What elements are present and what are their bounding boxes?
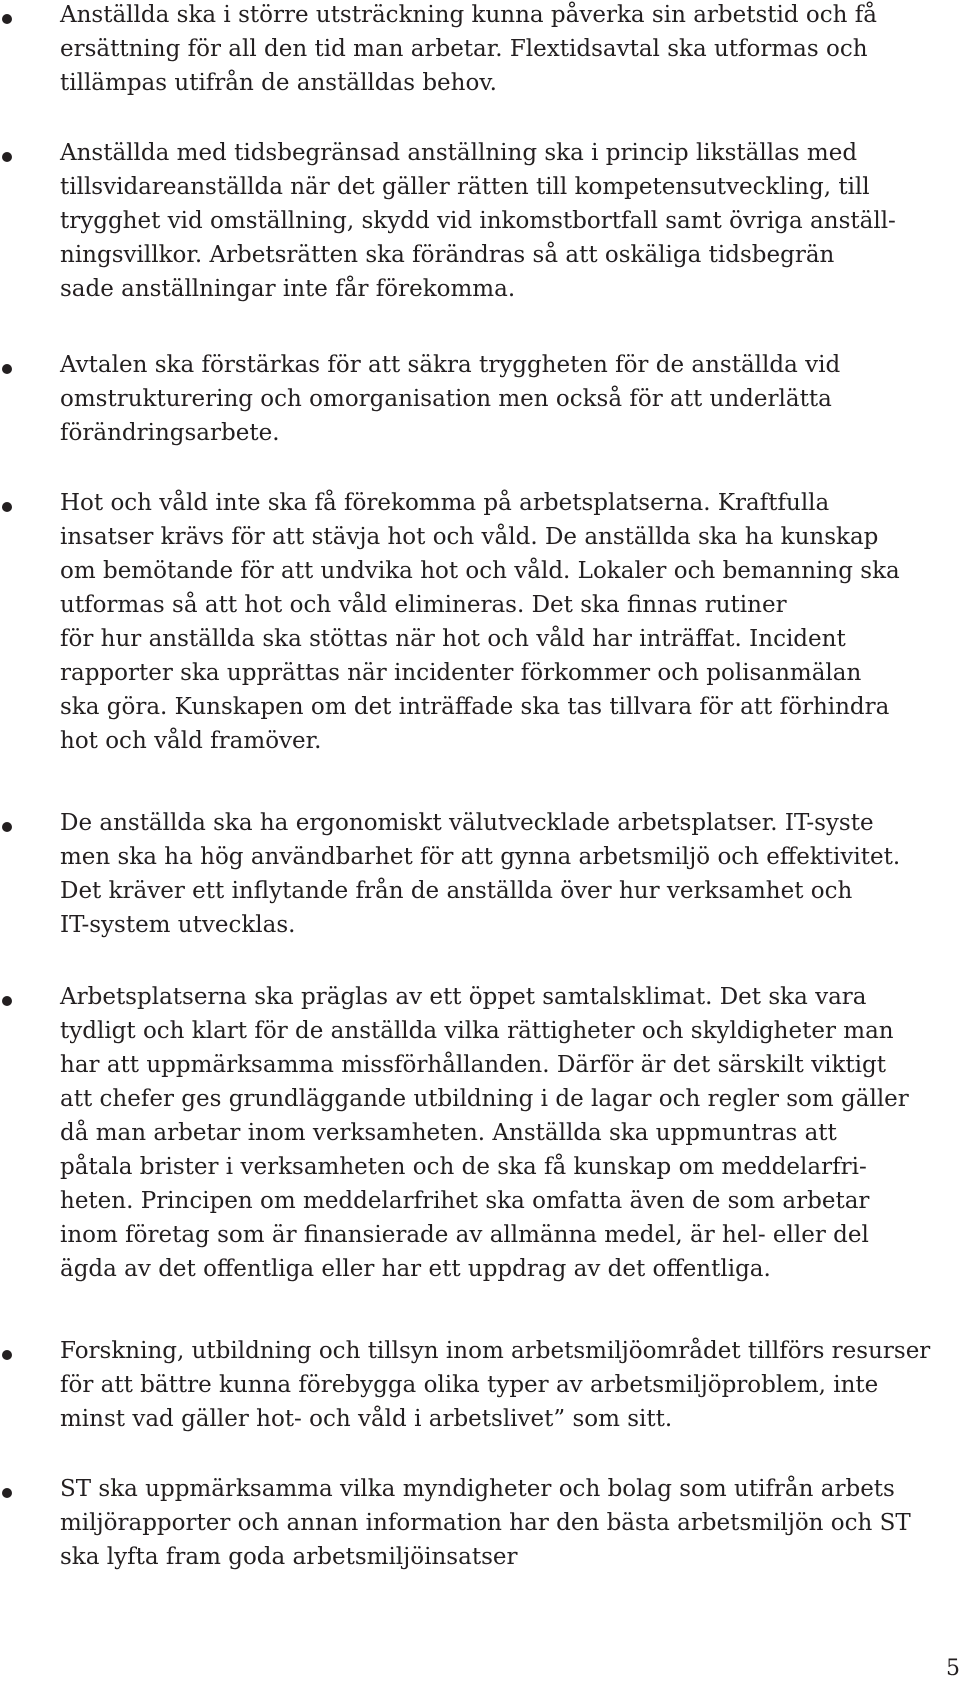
text-line: sade anställningar inte får förekomma. (60, 276, 516, 302)
text-line: ska lyfta fram goda arbetsmiljöinsatser (60, 1544, 518, 1570)
text-line: tydligt och klart för de anställda vilka rättigheter och skyldigheter man (60, 1018, 894, 1044)
bullet-icon (2, 1350, 12, 1360)
bullet-icon (2, 996, 12, 1006)
text-line: insatser krävs för att stävja hot och våld. De anställda ska ha kunskap (60, 524, 879, 550)
text-line: men ska ha hög användbarhet för att gynna arbetsmiljö och effektivitet. (60, 844, 901, 870)
text-line: ska göra. Kunskapen om det inträffade ska tas tillvara för att förhindra (60, 694, 890, 720)
text-line: tillsvidareanställda när det gäller rätten till kompetensutveckling, till (60, 174, 870, 200)
text-line: trygghet vid omställning, skydd vid inkomstbortfall samt övriga anställ- (60, 208, 896, 234)
text-line: påtala brister i verksamheten och de ska få kunskap om meddelarfri- (60, 1154, 867, 1180)
text-line: Det kräver ett inflytande från de anställda över hur verksamhet och (60, 878, 853, 904)
text-line: ersättning för all den tid man arbetar. Flextidsavtal ska utformas och (60, 36, 868, 62)
text-line: inom företag som är finansierade av allmänna medel, är hel- eller del (60, 1222, 869, 1248)
text-line: Forskning, utbildning och tillsyn inom arbetsmiljöområdet tillförs resurser (60, 1338, 931, 1364)
text-line: för att bättre kunna förebygga olika typer av arbetsmiljöproblem, inte (60, 1372, 879, 1398)
text-line: har att uppmärksamma missförhållanden. Därför är det särskilt viktigt (60, 1052, 886, 1078)
text-line: ägda av det offentliga eller har ett uppdrag av det offentliga. (60, 1256, 771, 1282)
text-line: hot och våld framöver. (60, 728, 322, 754)
text-line: tillämpas utifrån de anställdas behov. (60, 70, 497, 96)
bullet-icon (2, 502, 12, 512)
text-line: ningsvillkor. Arbetsrätten ska förändras så att oskäliga tidsbegrän (60, 242, 835, 268)
bullet-icon (2, 152, 12, 162)
text-line: omstrukturering och omorganisation men också för att underlätta (60, 386, 832, 412)
bullet-icon (2, 1488, 12, 1498)
bullet-icon (2, 364, 12, 374)
text-line: Anställda ska i större utsträckning kunna påverka sin arbetstid och få (60, 2, 877, 28)
text-line: minst vad gäller hot- och våld i arbetslivet” som sitt. (60, 1406, 673, 1432)
text-line: för hur anställda ska stöttas när hot och våld har inträffat. Incident (60, 626, 846, 652)
text-line: De anställda ska ha ergonomiskt välutvecklade arbetsplatser. IT-syste (60, 810, 874, 836)
text-line: ST ska uppmärksamma vilka myndigheter och bolag som utifrån arbets (60, 1476, 895, 1502)
text-line: Arbetsplatserna ska präglas av ett öppet samtalsklimat. Det ska vara (60, 984, 867, 1010)
bullet-icon (2, 14, 12, 24)
text-line: rapporter ska upprättas när incidenter förkommer och polisanmälan (60, 660, 862, 686)
page-number: 5 (946, 1656, 960, 1681)
text-line: då man arbetar inom verksamheten. Anställda ska uppmuntras att (60, 1120, 837, 1146)
text-line: att chefer ges grundläggande utbildning i de lagar och regler som gäller (60, 1086, 909, 1112)
text-line: heten. Principen om meddelarfrihet ska omfatta även de som arbetar (60, 1188, 870, 1214)
text-line: IT-system utvecklas. (60, 912, 296, 938)
text-line: miljörapporter och annan information har den bästa arbetsmiljön och ST (60, 1510, 911, 1536)
text-line: Hot och våld inte ska få förekomma på arbetsplatserna. Kraftfulla (60, 490, 830, 516)
text-line: förändringsarbete. (60, 420, 280, 446)
bullet-icon (2, 822, 12, 832)
text-line: Avtalen ska förstärkas för att säkra tryggheten för de anställda vid (60, 352, 841, 378)
text-line: utformas så att hot och våld elimineras. Det ska finnas rutiner (60, 592, 787, 618)
text-line: Anställda med tidsbegränsad anställning ska i princip likställas med (60, 140, 858, 166)
text-line: om bemötande för att undvika hot och våld. Lokaler och bemanning ska (60, 558, 900, 584)
